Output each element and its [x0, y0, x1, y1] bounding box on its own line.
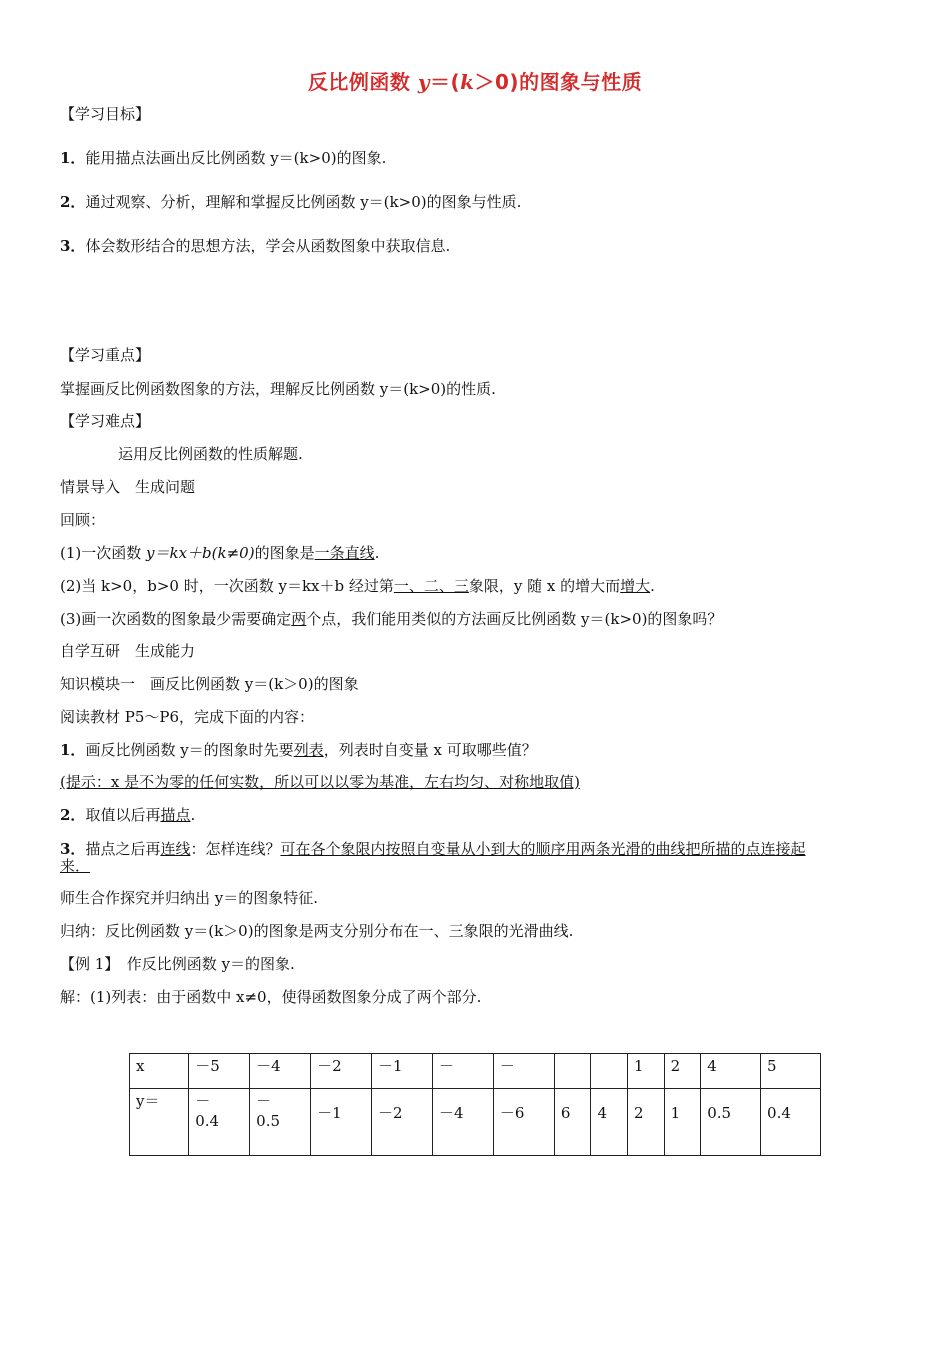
example-heading: 【例 1】 作反比例函数 y＝的图象. [60, 955, 295, 973]
table-cell: 4 [591, 1089, 628, 1156]
goal-item: 2．通过观察、分析，理解和掌握反比例函数 y＝(k>0)的图象与性质. [60, 193, 522, 211]
table-cell: 1 [628, 1054, 665, 1089]
summary-text: 归纳：反比例函数 y＝(k＞0)的图象是两支分别分布在一、三象限的光滑曲线. [60, 922, 574, 940]
table-cell: 2 [664, 1054, 701, 1089]
table-cell: 4 [701, 1054, 761, 1089]
table-cell: － 0.5 [250, 1089, 311, 1156]
self-study-heading: 自学互研 生成能力 [60, 642, 196, 660]
table-cell: 5 [761, 1054, 821, 1089]
table-cell: － [432, 1054, 493, 1089]
reading-instruction: 阅读教材 P5～P6，完成下面的内容： [60, 708, 315, 726]
table-row [130, 1054, 821, 1089]
review-label: 回顾： [60, 511, 106, 529]
table-cell: －6 [493, 1089, 554, 1156]
table-cell: 1 [664, 1089, 701, 1156]
table-cell: y＝ [130, 1089, 189, 1156]
teacher-note: 师生合作探究并归纳出 y＝的图象特征. [60, 889, 319, 907]
goals-heading: 【学习目标】 [60, 105, 151, 123]
intro-heading: 情景导入 生成问题 [60, 478, 196, 496]
table-cell [591, 1054, 628, 1089]
difficulty-heading: 【学习难点】 [60, 412, 151, 430]
value-table [129, 1053, 821, 1156]
table-row [130, 1089, 821, 1156]
table-cell: －1 [311, 1089, 372, 1156]
page-title: 反比例函数 y＝(k＞0)的图象与性质 [307, 70, 643, 94]
table-cell: x [130, 1054, 189, 1089]
point-2: 2．取值以后再描点. [60, 806, 196, 824]
point-3-continued: 来． [60, 857, 91, 875]
difficulty-text: 运用反比例函数的性质解题. [118, 445, 303, 463]
point-3: 3．描点之后再连线：怎样连线？可在各个象限内按照自变量从小到大的顺序用两条光滑的曲线把所描的点连接起 [60, 840, 806, 858]
module-title: 知识模块一 画反比例函数 y＝(k＞0)的图象 [60, 675, 359, 693]
table-cell: 6 [554, 1089, 591, 1156]
review-q3: (3)画一次函数的图象最少需要确定两个点，我们能用类似的方法画反比例函数 y＝(k>0)的图象吗？ [60, 610, 723, 628]
goal-item: 3．体会数形结合的思想方法，学会从函数图象中获取信息. [60, 237, 451, 255]
table-cell: － [493, 1054, 554, 1089]
table-cell [554, 1054, 591, 1089]
table-cell: 2 [628, 1089, 665, 1156]
review-q2: (2)当 k>0，b>0 时，一次函数 y＝kx＋b 经过第一、二、三象限，y 随 x 的增大而增大. [60, 577, 655, 595]
table-cell: － 0.4 [189, 1089, 250, 1156]
point-1: 1．画反比例函数 y＝的图象时先要列表，列表时自变量 x 可取哪些值？ [60, 741, 537, 759]
table-cell: －5 [189, 1054, 250, 1089]
goal-item: 1．能用描点法画出反比例函数 y＝(k>0)的图象. [60, 149, 387, 167]
table-cell: －1 [372, 1054, 433, 1089]
focus-heading: 【学习重点】 [60, 346, 151, 364]
table-cell: －2 [372, 1089, 433, 1156]
table-cell: －4 [250, 1054, 311, 1089]
table-cell: 0.4 [761, 1089, 821, 1156]
table-cell: －4 [432, 1089, 493, 1156]
table-cell: 0.5 [701, 1089, 761, 1156]
hint-text: (提示：x 是不为零的任何实数，所以可以以零为基准，左右均匀、对称地取值) [60, 773, 580, 791]
table-cell: －2 [311, 1054, 372, 1089]
focus-text: 掌握画反比例函数图象的方法，理解反比例函数 y＝(k>0)的性质. [60, 380, 496, 398]
review-q1: (1)一次函数 y＝kx＋b(k≠0)的图象是一条直线. [60, 544, 380, 562]
solution-text: 解：(1)列表：由于函数中 x≠0，使得函数图象分成了两个部分. [60, 988, 482, 1006]
